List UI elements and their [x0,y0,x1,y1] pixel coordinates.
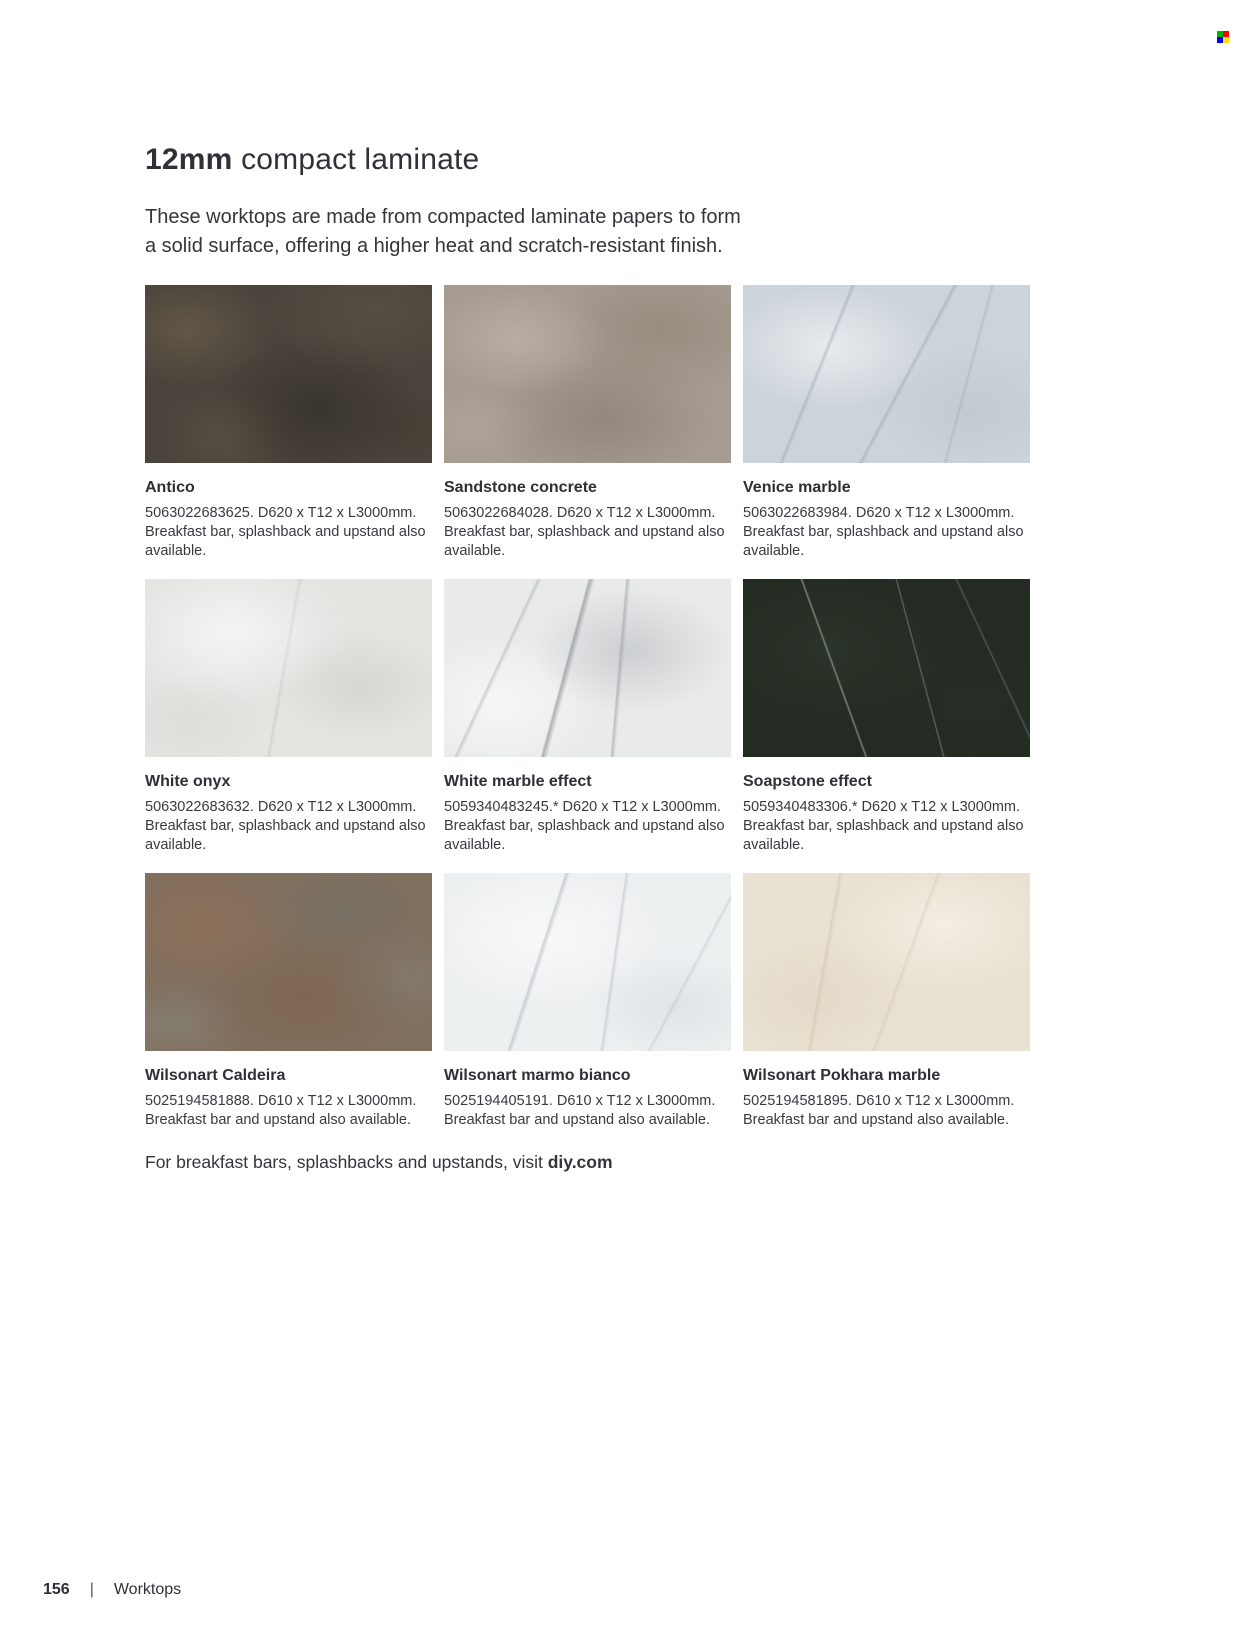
product-details: 5059340483306.* D620 x T12 x L3000mm. Breakfast bar, splashback and upstand also available. [743,799,1024,853]
product-swatch-wilsonart-pokhara-marble [743,873,1030,1051]
color-registration-mark-icon [1217,31,1229,43]
product-name: Antico [145,479,195,496]
footer-separator: | [89,1581,94,1598]
product-details: 5063022683984. D620 x T12 x L3000mm. Breakfast bar, splashback and upstand also available. [743,505,1024,559]
mark-yellow-square [1223,37,1229,43]
product-name: White marble effect [444,773,592,790]
note-text: For breakfast bars, splashbacks and upstands, visit [145,1152,548,1172]
product-swatch-soapstone-effect [743,579,1030,757]
product-details: 5025194581895. D610 x T12 x L3000mm. Breakfast bar and upstand also available. [743,1093,1015,1128]
breakfast-bars-note [145,1152,1033,1173]
product-swatch-wilsonart-marmo-bianco [444,873,731,1051]
product-name: White onyx [145,773,231,790]
product-details: 5059340483245.* D620 x T12 x L3000mm. Breakfast bar, splashback and upstand also available. [444,799,725,853]
page-title-rest: compact laminate [241,143,480,176]
footer-section-label: Worktops [113,1581,182,1598]
product-details: 5063022683625. D620 x T12 x L3000mm. Breakfast bar, splashback and upstand also available. [145,505,426,559]
product-name: Wilsonart Pokhara marble [743,1067,941,1084]
page-title-bold: 12mm [145,143,233,176]
main-content [145,143,1033,1191]
product-card-wilsonart-pokhara-marble [743,873,1030,1130]
product-swatch-venice-marble [743,285,1030,463]
product-details: 5025194581888. D610 x T12 x L3000mm. Breakfast bar and upstand also available. [145,1093,417,1128]
intro-line-1: These worktops are made from compacted laminate papers to form [145,206,741,228]
page-number: 156 [43,1581,70,1598]
page-footer [43,1581,181,1599]
product-card-wilsonart-caldeira [145,873,432,1130]
product-details: 5025194405191. D610 x T12 x L3000mm. Breakfast bar and upstand also available. [444,1093,716,1128]
product-swatch-white-onyx [145,579,432,757]
product-card-sandstone-concrete [444,285,731,561]
product-name: Venice marble [743,479,851,496]
product-name: Wilsonart marmo bianco [444,1067,631,1084]
product-swatch-white-marble-effect [444,579,731,757]
intro-line-2: a solid surface, offering a higher heat and scratch-resistant finish. [145,235,723,257]
product-grid [145,285,1033,1130]
product-details: 5063022683632. D620 x T12 x L3000mm. Breakfast bar, splashback and upstand also available. [145,799,426,853]
page-title [145,143,1033,177]
product-card-soapstone-effect [743,579,1030,855]
product-card-white-marble-effect [444,579,731,855]
product-card-venice-marble [743,285,1030,561]
product-name: Soapstone effect [743,773,872,790]
product-swatch-antico [145,285,432,463]
product-card-antico [145,285,432,561]
product-name: Sandstone concrete [444,479,597,496]
product-card-wilsonart-marmo-bianco [444,873,731,1130]
product-details: 5063022684028. D620 x T12 x L3000mm. Breakfast bar, splashback and upstand also available. [444,505,725,559]
diy-com-reference: diy.com [547,1152,613,1172]
intro-paragraph [145,203,1033,261]
product-swatch-sandstone-concrete [444,285,731,463]
product-card-white-onyx [145,579,432,855]
product-swatch-wilsonart-caldeira [145,873,432,1051]
product-name: Wilsonart Caldeira [145,1067,286,1084]
